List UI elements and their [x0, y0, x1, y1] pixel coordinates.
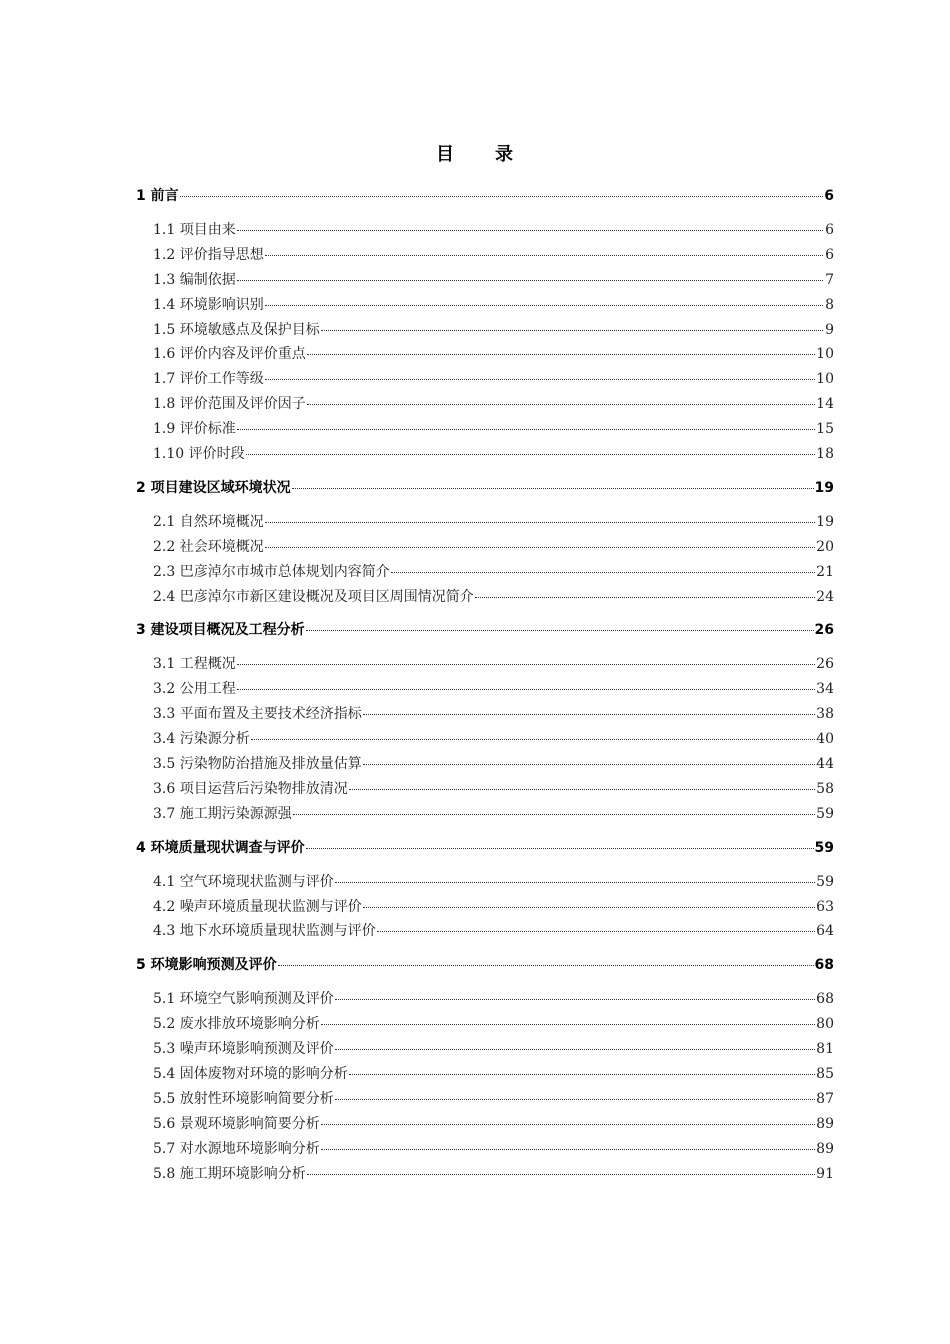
toc-section-entry-page-number: 9: [825, 321, 834, 338]
toc-chapter-entry[interactable]: [136, 184, 834, 209]
toc-section-entry[interactable]: [136, 1162, 834, 1187]
dot-leader: [335, 1098, 815, 1100]
toc-section-entry[interactable]: [136, 342, 834, 367]
dot-leader: [237, 279, 823, 281]
toc-section-entry-label: 1.8 评价范围及评价因子: [153, 396, 306, 413]
toc-section-entry-label: 1.2 评价指导思想: [153, 246, 264, 263]
toc-section-entry-label: 5.4 固体废物对环境的影响分析: [153, 1066, 348, 1083]
toc-section-entry-label: 5.2 废水排放环境影响分析: [153, 1016, 320, 1033]
toc-section-entry-page-number: 91: [816, 1165, 834, 1182]
toc-section-entry-page-number: 26: [816, 656, 834, 673]
dot-leader: [306, 629, 814, 631]
toc-section-entry-page-number: 21: [816, 563, 834, 580]
toc-section-entry-label: 4.3 地下水环境质量现状监测与评价: [153, 923, 376, 940]
toc-section-entry-label: 5.6 景观环境影响简要分析: [153, 1115, 320, 1132]
dot-leader: [278, 964, 814, 966]
dot-leader: [363, 763, 815, 765]
toc-section-entry[interactable]: [136, 752, 834, 777]
toc-section-entry-label: 1.1 项目由来: [153, 222, 236, 238]
toc-section-entry[interactable]: [136, 218, 834, 243]
toc-section-entry-page-number: 58: [816, 780, 834, 797]
toc-section-entry[interactable]: [136, 727, 834, 752]
toc-chapter-entry-page-number: 6: [824, 188, 834, 204]
dot-leader: [251, 738, 815, 740]
toc-section-entry-label: 2.1 自然环境概况: [153, 513, 264, 530]
toc-section-entry-page-number: 68: [816, 991, 834, 1008]
toc-section-entry-label: 1.9 评价标准: [153, 421, 236, 438]
toc-section-entry[interactable]: [136, 1012, 834, 1037]
toc-section-entry-label: 3.6 项目运营后污染物排放清况: [153, 780, 348, 797]
toc-section-entry-label: 5.7 对水源地环境影响分析: [153, 1140, 320, 1157]
toc-section-entry-page-number: 6: [825, 246, 834, 263]
toc-section-entry[interactable]: [136, 802, 834, 827]
dot-leader: [475, 596, 815, 598]
toc-section-entry-label: 1.6 评价内容及评价重点: [153, 346, 306, 363]
toc-section-entry-page-number: 63: [816, 898, 834, 915]
toc-section-entry-label: 3.5 污染物防治措施及排放量估算: [153, 756, 362, 773]
toc-section-entry[interactable]: [136, 367, 834, 392]
toc-section-entry-page-number: 59: [816, 873, 834, 890]
toc-section-entry-page-number: 40: [816, 731, 834, 748]
dot-leader: [265, 254, 823, 256]
toc-section-entry-page-number: 6: [825, 222, 834, 238]
dot-leader: [265, 546, 815, 548]
dot-leader: [180, 195, 823, 197]
toc-section-entry-page-number: 10: [816, 371, 834, 388]
toc-section-entry-label: 5.5 放射性环境影响简要分析: [153, 1090, 334, 1107]
dot-leader: [237, 663, 815, 665]
toc-chapter-entry[interactable]: [136, 836, 834, 861]
toc-section-entry-label: 3.2 公用工程: [153, 681, 236, 698]
toc-section-entry[interactable]: [136, 510, 834, 535]
toc-section-entry[interactable]: [136, 1137, 834, 1162]
dot-leader: [265, 521, 815, 523]
toc-section-entry-label: 2.4 巴彦淖尔市新区建设概况及项目区周围情况简介: [153, 588, 474, 605]
toc-section-entry-label: 1.3 编制依据: [153, 271, 236, 288]
toc-section-entry-label: 5.8 施工期环境影响分析: [153, 1165, 306, 1182]
toc-section-entry[interactable]: [136, 417, 834, 442]
toc-section-entry[interactable]: [136, 392, 834, 417]
toc-title-char-1: 目: [436, 144, 455, 165]
toc-section-entry-page-number: 8: [825, 296, 834, 313]
dot-leader: [349, 788, 815, 790]
toc-section-entry-page-number: 85: [816, 1066, 834, 1083]
dot-leader: [246, 453, 816, 455]
dot-leader: [321, 329, 823, 331]
toc-section-entry-page-number: 80: [816, 1016, 834, 1033]
toc-section-entry[interactable]: [136, 895, 834, 920]
dot-leader: [237, 229, 823, 231]
toc-chapter-entry[interactable]: [136, 476, 834, 501]
toc-title: [0, 140, 950, 166]
toc-section-entry[interactable]: [136, 987, 834, 1012]
toc-chapter-entry-page-number: 19: [814, 479, 834, 496]
dot-leader: [335, 998, 815, 1000]
toc-section-entry[interactable]: [136, 560, 834, 585]
dot-leader: [363, 906, 815, 908]
toc-section-entry[interactable]: [136, 243, 834, 268]
toc-section-entry-page-number: 18: [816, 446, 834, 463]
toc-section-entry[interactable]: [136, 1112, 834, 1137]
toc-section-entry-page-number: 81: [816, 1041, 834, 1058]
toc-section-entry-page-number: 7: [825, 271, 834, 288]
dot-leader: [349, 1073, 815, 1075]
toc-section-entry-page-number: 59: [816, 805, 834, 822]
toc-chapter-entry-label: 1 前言: [136, 188, 179, 204]
toc-section-entry-page-number: 19: [816, 513, 834, 530]
toc-section-entry-label: 5.1 环境空气影响预测及评价: [153, 991, 334, 1008]
toc-chapter-entry[interactable]: [136, 953, 834, 978]
dot-leader: [377, 930, 815, 932]
dot-leader: [335, 1048, 815, 1050]
toc-section-entry-page-number: 89: [816, 1115, 834, 1132]
dot-leader: [306, 847, 814, 849]
dot-leader: [321, 1148, 815, 1150]
toc-section-entry[interactable]: [136, 293, 834, 318]
dot-leader: [307, 1173, 815, 1175]
toc-section-entry-label: 5.3 噪声环境影响预测及评价: [153, 1041, 334, 1058]
toc-chapter-entry-label: 4 环境质量现状调查与评价: [136, 839, 305, 856]
toc-section-entry[interactable]: [136, 1037, 834, 1062]
toc-title-char-2: 录: [495, 144, 514, 165]
toc-section-entry-label: 2.2 社会环境概况: [153, 538, 264, 555]
toc-section-entry-page-number: 10: [816, 346, 834, 363]
toc-section-entry-page-number: 64: [816, 923, 834, 940]
toc-section-entry-label: 1.7 评价工作等级: [153, 371, 264, 388]
toc-section-entry-page-number: 24: [816, 588, 834, 605]
dot-leader: [321, 1123, 815, 1125]
toc-section-entry-page-number: 15: [816, 421, 834, 438]
dot-leader: [237, 428, 815, 430]
toc-section-entry-label: 1.5 环境敏感点及保护目标: [153, 321, 320, 338]
toc-section-entry[interactable]: [136, 677, 834, 702]
toc-section-entry-page-number: 89: [816, 1140, 834, 1157]
toc-chapter-entry-label: 3 建设项目概况及工程分析: [136, 622, 305, 639]
toc-chapter-entry-page-number: 59: [814, 839, 834, 856]
toc-section-entry-label: 1.4 环境影响识别: [153, 296, 264, 313]
toc-section-entry[interactable]: [136, 442, 834, 467]
toc-chapter-entry-label: 2 项目建设区域环境状况: [136, 479, 291, 496]
toc-section-entry-page-number: 44: [816, 756, 834, 773]
dot-leader: [265, 378, 815, 380]
toc-section-entry-page-number: 20: [816, 538, 834, 555]
toc-chapter-entry-label: 5 环境影响预测及评价: [136, 957, 277, 974]
toc-section-entry-label: 4.2 噪声环境质量现状监测与评价: [153, 898, 362, 915]
toc-section-entry[interactable]: [136, 585, 834, 610]
toc-section-entry[interactable]: [136, 702, 834, 727]
dot-leader: [307, 403, 815, 405]
dot-leader: [293, 813, 815, 815]
dot-leader: [292, 487, 814, 489]
toc-section-entry[interactable]: [136, 870, 834, 895]
toc-section-entry[interactable]: [136, 777, 834, 802]
dot-leader: [265, 304, 823, 306]
toc-section-entry[interactable]: [136, 318, 834, 343]
toc-section-entry[interactable]: [136, 268, 834, 293]
toc-section-entry-label: 3.1 工程概况: [153, 656, 236, 673]
dot-leader: [321, 1023, 815, 1025]
toc-section-entry[interactable]: [136, 919, 834, 944]
toc-section-entry-page-number: 14: [816, 396, 834, 413]
dot-leader: [237, 688, 815, 690]
toc-section-entry[interactable]: [136, 1062, 834, 1087]
toc-chapter-entry-page-number: 26: [814, 622, 834, 639]
toc-section-entry[interactable]: [136, 1087, 834, 1112]
toc-section-entry-page-number: 34: [816, 681, 834, 698]
toc-section-entry-label: 3.4 污染源分析: [153, 731, 250, 748]
dot-leader: [335, 881, 815, 883]
toc-section-entry-label: 4.1 空气环境现状监测与评价: [153, 873, 334, 890]
toc-section-entry-page-number: 38: [816, 706, 834, 723]
toc-section-entry-page-number: 87: [816, 1090, 834, 1107]
toc-chapter-entry-page-number: 68: [814, 957, 834, 974]
toc-section-entry-label: 3.7 施工期污染源源强: [153, 805, 292, 822]
toc-section-entry[interactable]: [136, 652, 834, 677]
toc-section-entry-label: 3.3 平面布置及主要技术经济指标: [153, 706, 362, 723]
table-of-contents: [136, 184, 834, 1187]
toc-section-entry-label: 1.10 评价时段: [153, 446, 245, 463]
toc-section-entry[interactable]: [136, 535, 834, 560]
toc-section-entry-label: 2.3 巴彦淖尔市城市总体规划内容简介: [153, 563, 390, 580]
toc-chapter-entry[interactable]: [136, 618, 834, 643]
dot-leader: [363, 713, 815, 715]
dot-leader: [307, 353, 815, 355]
dot-leader: [391, 571, 815, 573]
